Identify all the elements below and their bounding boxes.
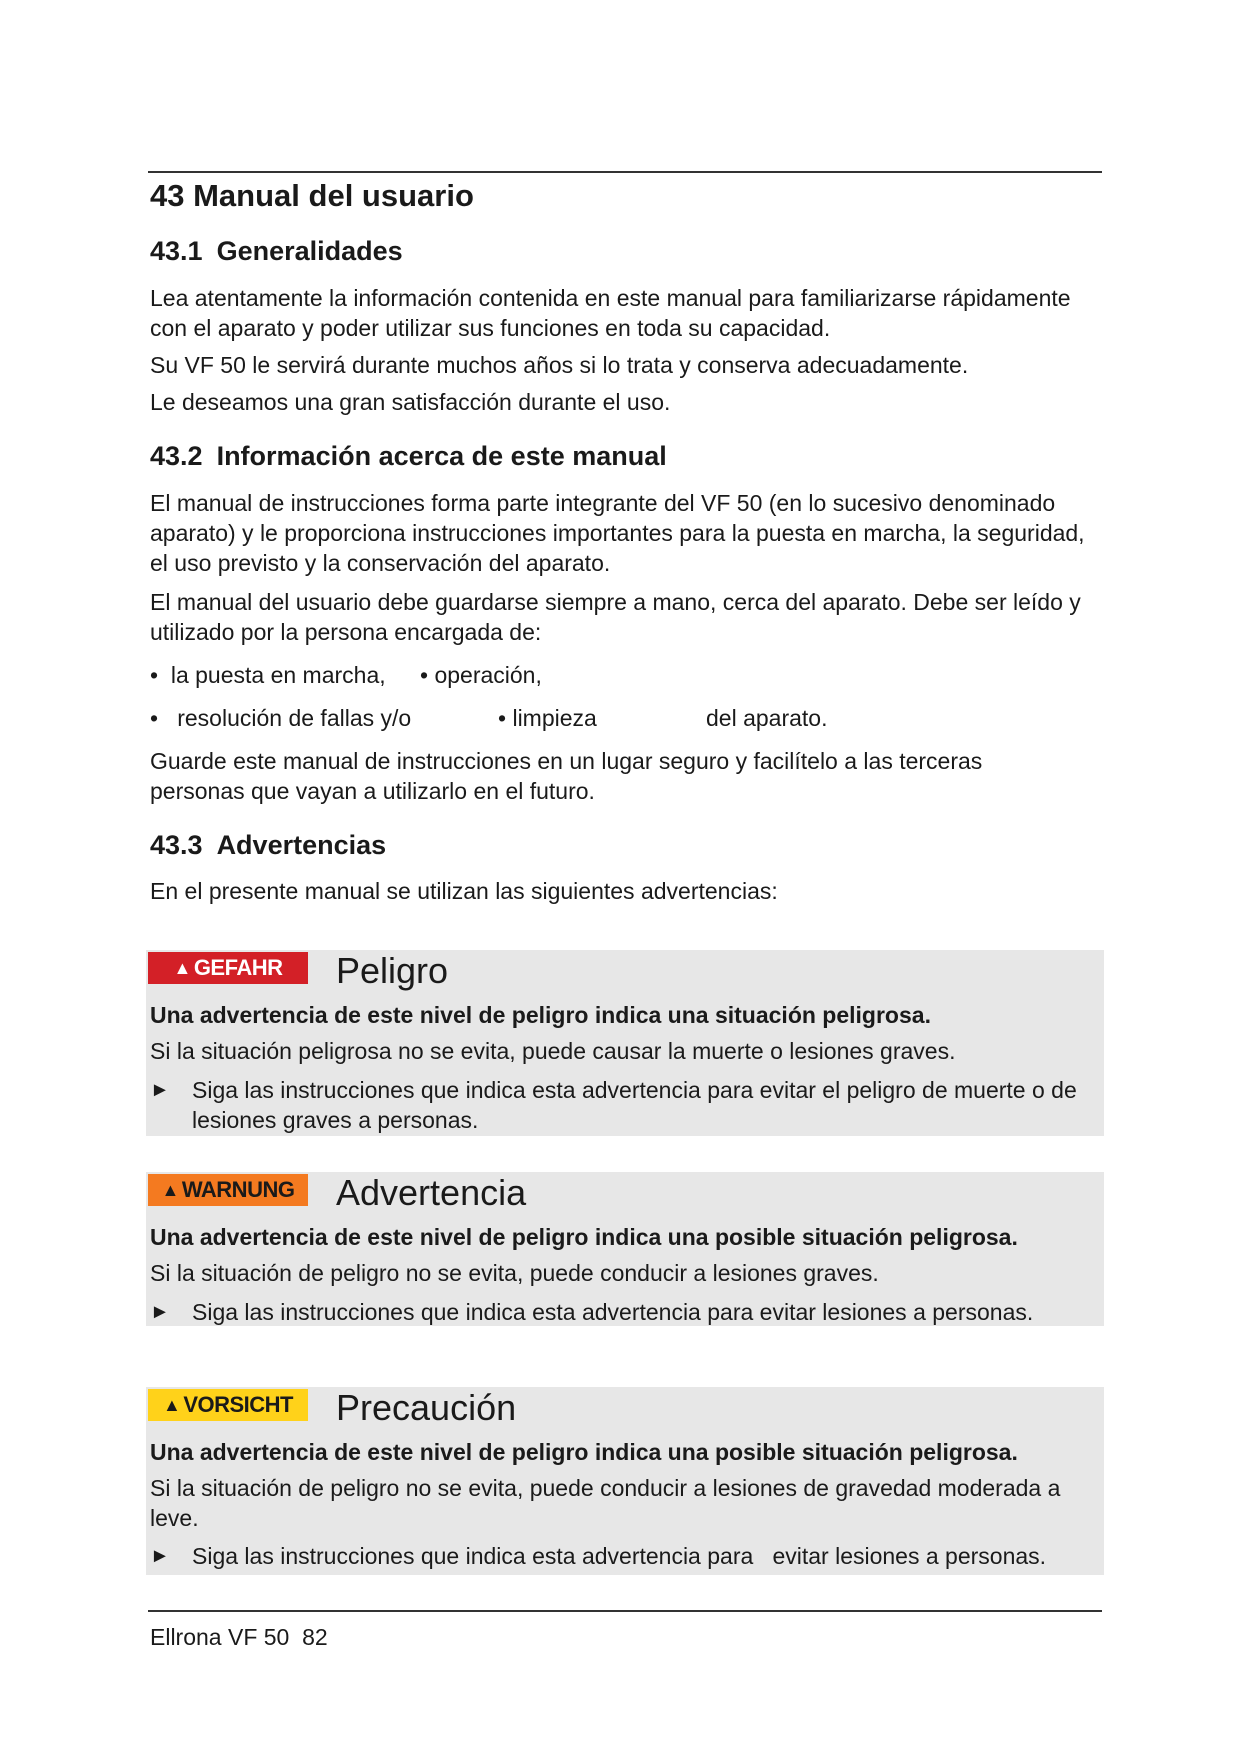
- warning-triangle-icon: ▲: [161, 1179, 179, 1200]
- subsection-title-text: Generalidades: [216, 236, 403, 266]
- warning-action: Siga las instrucciones que indica esta advertencia para evitar lesiones a personas.: [192, 1543, 1047, 1569]
- warning-triangle-icon: ▲: [173, 957, 191, 978]
- subsection-number: 43.2: [150, 441, 203, 471]
- page-number: 82: [302, 1624, 328, 1650]
- signal-word-text: GEFAHR: [193, 955, 283, 980]
- warning-action: Siga las instrucciones que indica esta advertencia para evitar lesiones a personas.: [192, 1299, 1034, 1325]
- warning-title: Advertencia: [336, 1172, 527, 1213]
- list-item-tail: del aparato.: [706, 705, 828, 731]
- warning-description: Una advertencia de este nivel de peligro indica una posible situación peligrosa.: [150, 1224, 1018, 1250]
- warning-consequence: Si la situación de peligro no se evita, puede conducir a lesiones graves.: [150, 1260, 879, 1286]
- footer-product: Ellrona VF 50: [150, 1624, 290, 1650]
- section-number: 43: [150, 178, 185, 213]
- list-item: • operación,: [420, 662, 542, 688]
- header-rule: [148, 171, 1102, 173]
- warning-description: Una advertencia de este nivel de peligro indica una situación peligrosa.: [150, 1002, 931, 1028]
- list-item: • la puesta en marcha,: [150, 662, 386, 688]
- subsection-number: 43.3: [150, 830, 203, 860]
- warning-box-warning: [146, 1172, 1104, 1326]
- paragraph: Lea atentamente la información contenida en este manual para familiarizarse rápidamente con el aparato y poder utilizar sus funciones en toda su capacidad.: [150, 285, 1071, 341]
- paragraph: El manual de instrucciones forma parte integrante del VF 50 (en lo sucesivo denominado aparato) y le proporciona instrucciones importantes para la puesta en marcha, la seguridad, el uso previsto y la conservación del aparato.: [150, 490, 1085, 576]
- subsection-title-informacion: [150, 441, 667, 472]
- list-item-text: la puesta en marcha,: [170, 662, 386, 688]
- section-title-text: Manual del usuario: [193, 178, 474, 213]
- signal-word-warning: [148, 1174, 308, 1206]
- warning-title: Peligro: [336, 950, 449, 991]
- signal-word-text: WARNUNG: [181, 1177, 295, 1202]
- list-item-text: limpieza: [512, 705, 597, 731]
- section-title: [150, 178, 474, 214]
- paragraph: Su VF 50 le servirá durante muchos años si lo trata y conserva adecuadamente.: [150, 352, 969, 378]
- warning-description: Una advertencia de este nivel de peligro indica una posible situación peligrosa.: [150, 1439, 1018, 1465]
- list-item: • limpieza: [498, 705, 597, 731]
- right-triangle-arrow-icon: ►: [150, 1079, 170, 1101]
- subsection-number: 43.1: [150, 236, 203, 266]
- warning-action: Siga las instrucciones que indica esta advertencia para evitar el peligro de muerte o de lesiones graves a personas.: [192, 1077, 1077, 1133]
- subsection-title-advertencias: [150, 830, 386, 861]
- warning-box-caution: [146, 1387, 1104, 1575]
- warning-consequence: Si la situación peligrosa no se evita, puede causar la muerte o lesiones graves.: [150, 1038, 956, 1064]
- right-triangle-arrow-icon: ►: [150, 1545, 170, 1567]
- page-footer: [150, 1622, 328, 1652]
- subsection-title-generalidades: [150, 236, 403, 267]
- subsection-title-text: Información acerca de este manual: [216, 441, 667, 471]
- paragraph: Guarde este manual de instrucciones en un lugar seguro y facilítelo a las terceras personas que vayan a utilizarlo en el futuro.: [150, 748, 983, 804]
- warning-triangle-icon: ▲: [162, 1394, 181, 1415]
- subsection-title-text: Advertencias: [216, 830, 387, 860]
- signal-word-danger: [148, 952, 308, 984]
- paragraph: El manual del usuario debe guardarse siempre a mano, cerca del aparato. Debe ser leído y utilizado por la persona encargada de:: [150, 589, 1081, 645]
- list-item-text: resolución de fallas y/o: [177, 705, 412, 731]
- signal-word-caution: [148, 1389, 308, 1421]
- footer-rule: [148, 1610, 1102, 1612]
- list-item: • resolución de fallas y/o: [150, 705, 412, 731]
- warning-consequence: Si la situación de peligro no se evita, puede conducir a lesiones de gravedad moderada a leve.: [150, 1475, 1061, 1531]
- paragraph: En el presente manual se utilizan las siguientes advertencias:: [150, 878, 778, 904]
- signal-word-text: VORSICHT: [183, 1392, 293, 1417]
- warning-box-danger: [146, 950, 1104, 1136]
- warning-title: Precaución: [336, 1387, 517, 1428]
- list-item-text: operación,: [434, 662, 542, 688]
- right-triangle-arrow-icon: ►: [150, 1301, 170, 1323]
- paragraph: Le deseamos una gran satisfacción durante el uso.: [150, 389, 671, 415]
